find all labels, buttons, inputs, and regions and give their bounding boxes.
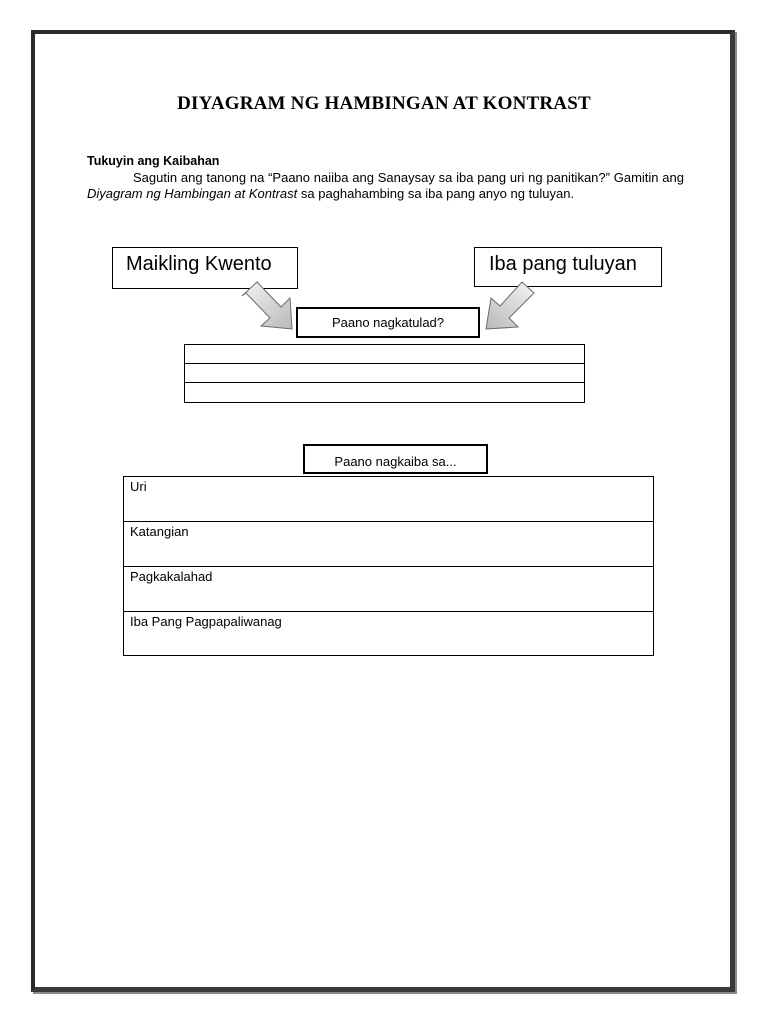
difference-table (123, 476, 654, 656)
similarity-answer-row[interactable] (185, 383, 584, 402)
worksheet-title: DIYAGRAM NG HAMBINGAN AT KONTRAST (177, 93, 591, 114)
difference-row-uri[interactable]: Uri (124, 477, 653, 522)
left-category-box: Maikling Kwento (112, 247, 298, 289)
similarity-answer-row[interactable] (185, 345, 584, 364)
instructions-text-1: Sagutin ang tanong na “Paano naiiba ang Sanaysay sa iba pang uri ng panitikan?” Gamitin ang (133, 170, 684, 185)
similarity-answer-table (184, 344, 585, 403)
similarity-label: Paano nagkatulad? (296, 307, 480, 338)
difference-row-katangian[interactable]: Katangian (124, 522, 653, 567)
difference-row-pagkakalahad[interactable]: Pagkakalahad (124, 567, 653, 612)
section-heading: Tukuyin ang Kaibahan (87, 154, 220, 168)
instructions-emphasis: Diyagram ng Hambingan at Kontrast (87, 185, 298, 201)
similarity-answer-row[interactable] (185, 364, 584, 383)
difference-row-iba-pang-pagpapaliwanag[interactable]: Iba Pang Pagpapaliwanag (130, 614, 282, 629)
difference-label: Paano nagkaiba sa... (303, 444, 488, 474)
instructions-text-2: sa paghahambing sa iba pang anyo ng tuluyan. (297, 185, 575, 201)
instructions-paragraph (87, 170, 684, 201)
arrow-down-right-icon (240, 279, 300, 334)
right-category-box: Iba pang tuluyan (474, 247, 662, 287)
arrow-down-left-icon (482, 279, 542, 334)
